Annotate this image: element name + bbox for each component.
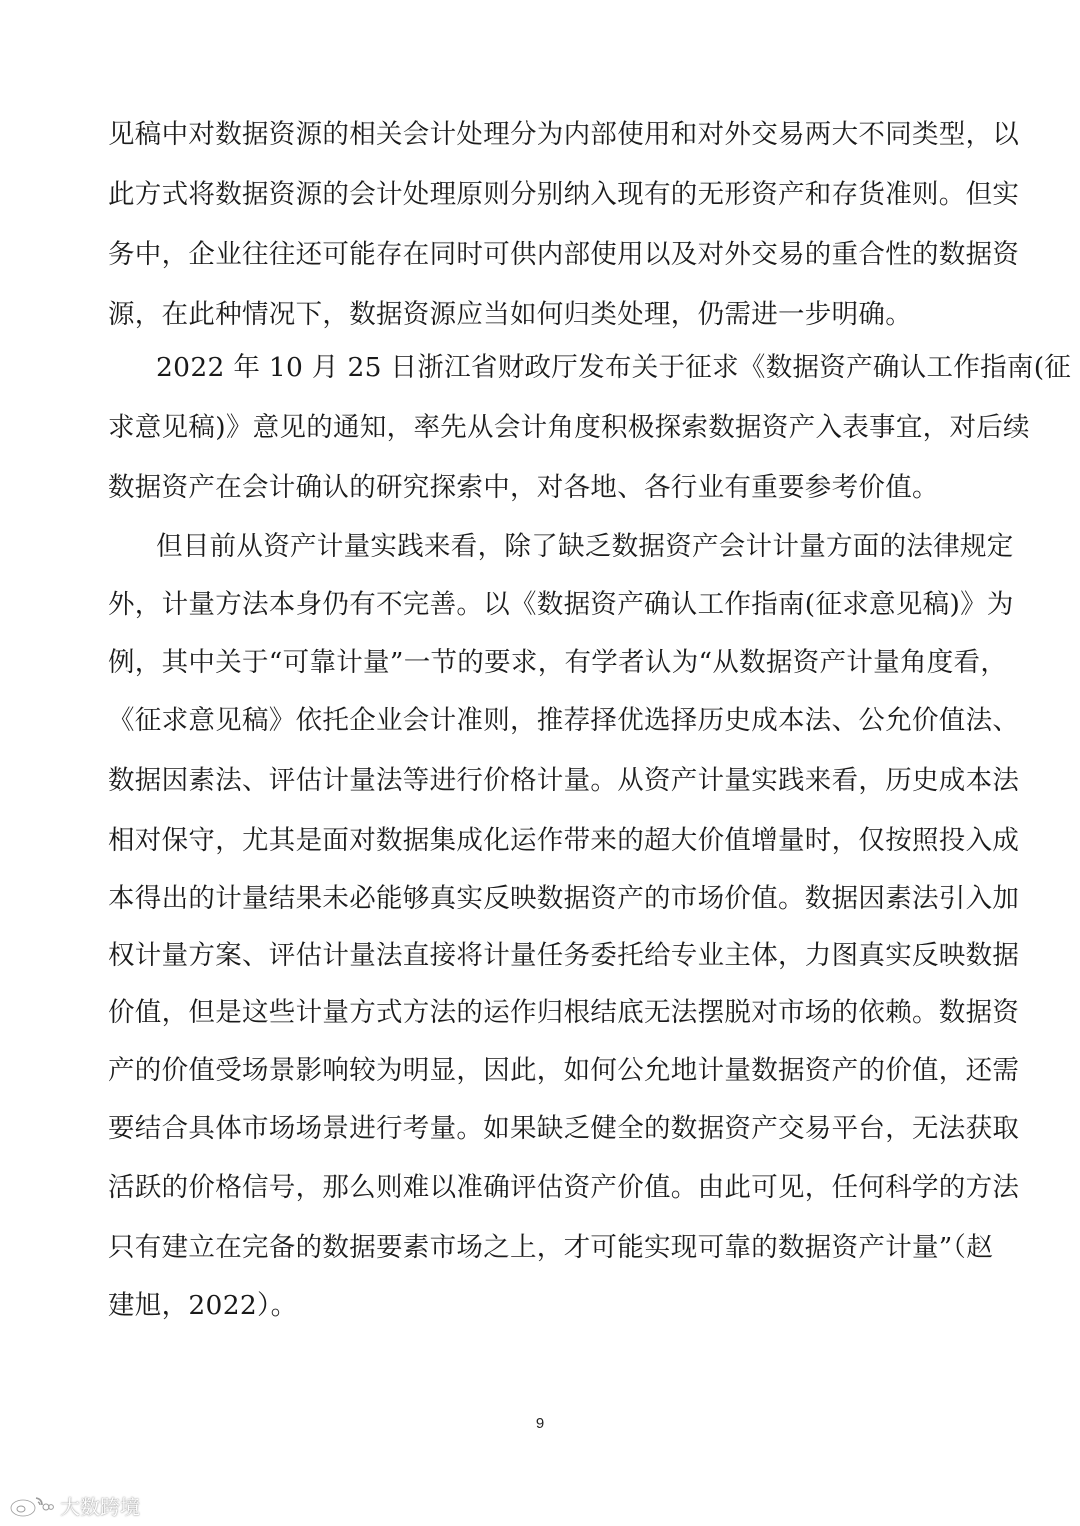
paragraph-line: 此方式将数据资源的会计处理原则分别纳入现有的无形资产和存货准则。但实 (108, 179, 1020, 210)
paragraph-line: 2022 年 10 月 25 日浙江省财政厅发布关于征求《数据资产确认工作指南(征 (156, 352, 1072, 383)
paragraph-line: 活跃的价格信号，那么则难以准确评估资产价值。由此可见，任何科学的方法 (108, 1172, 1020, 1203)
paragraph-line: 但目前从资产计量实践来看，除了缺乏数据资产会计计量方面的法律规定 (156, 531, 1014, 562)
paragraph-line: 例，其中关于“可靠计量”一节的要求，有学者认为“从数据资产计量角度看， (108, 647, 1008, 678)
watermark-text: 大数跨境 (60, 1495, 140, 1519)
weibo-logo-icon (8, 1493, 54, 1519)
paragraph-line: 数据资产在会计确认的研究探索中，对各地、各行业有重要参考价值。 (108, 472, 939, 503)
paragraph-line: 求意见稿)》意见的通知，率先从会计角度积极探索数据资产入表事宜，对后续 (108, 412, 1030, 443)
paragraph-line: 权计量方案、评估计量法直接将计量任务委托给专业主体，力图真实反映数据 (108, 940, 1020, 971)
paragraph-line: 务中，企业往往还可能存在同时可供内部使用以及对外交易的重合性的数据资 (108, 239, 1020, 270)
paragraph-line: 《征求意见稿》依托企业会计准则，推荐择优选择历史成本法、公允价值法、 (108, 705, 1020, 736)
paragraph-line: 外，计量方法本身仍有不完善。以《数据资产确认工作指南(征求意见稿)》为 (108, 589, 1014, 620)
watermark (8, 1491, 140, 1520)
paragraph-line: 相对保守，尤其是面对数据集成化运作带来的超大价值增量时，仅按照投入成 (108, 825, 1020, 856)
paragraph-line: 源，在此种情况下，数据资源应当如何归类处理，仍需进一步明确。 (108, 299, 912, 330)
paragraph-line: 产的价值受场景影响较为明显，因此，如何公允地计量数据资产的价值，还需 (108, 1055, 1020, 1086)
page-number: 9 (535, 1415, 545, 1432)
paragraph-line: 本得出的计量结果未必能够真实反映数据资产的市场价值。数据因素法引入加 (108, 883, 1020, 914)
paragraph-line: 建旭，2022）。 (108, 1290, 298, 1321)
paragraph-line: 数据因素法、评估计量法等进行价格计量。从资产计量实践来看，历史成本法 (108, 765, 1020, 796)
paragraph-line: 见稿中对数据资源的相关会计处理分为内部使用和对外交易两大不同类型，以 (108, 119, 1020, 150)
paragraph-line: 价值，但是这些计量方式方法的运作归根结底无法摆脱对市场的依赖。数据资 (108, 997, 1020, 1028)
paragraph-line: 只有建立在完备的数据要素市场之上，才可能实现可靠的数据资产计量”（赵 (108, 1232, 993, 1263)
paragraph-line: 要结合具体市场场景进行考量。如果缺乏健全的数据资产交易平台，无法获取 (108, 1113, 1020, 1144)
